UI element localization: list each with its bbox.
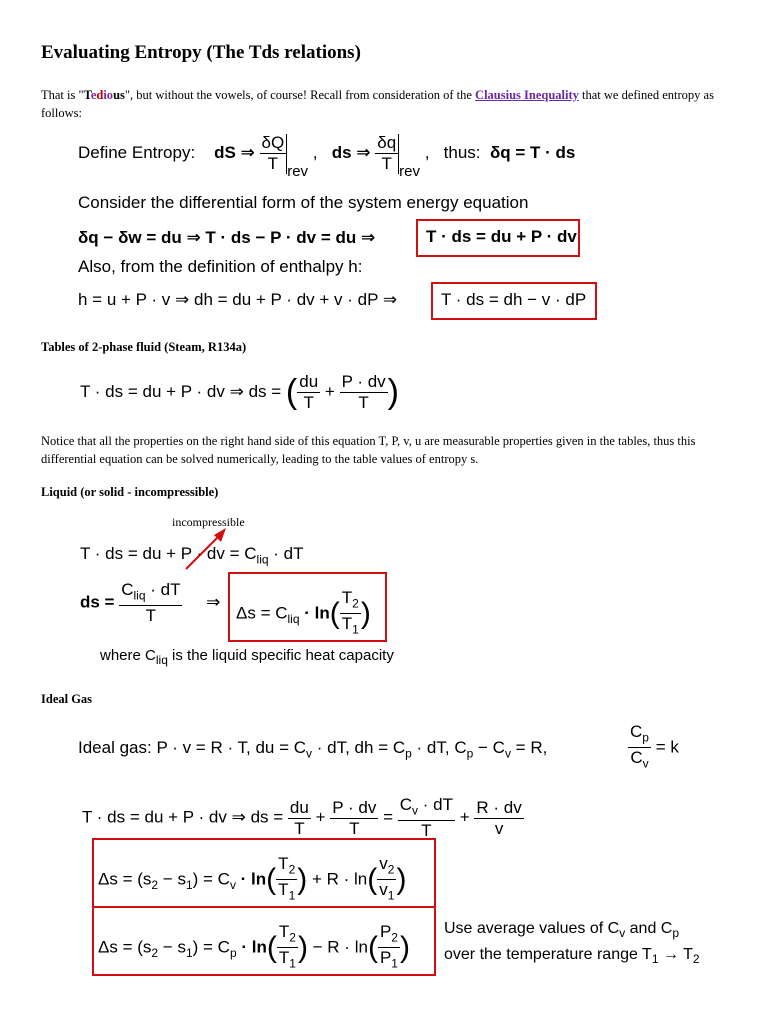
clausius-inequality-link[interactable]: Clausius Inequality <box>475 88 579 102</box>
tedious-letter: io <box>103 88 114 102</box>
equation-energy: δq − δw = du ⇒ T · ds − P · dv = du ⇒ <box>78 228 376 247</box>
boxed-ideal-gas-cv: $\Delta s = (s_2 - s_1) = C_v \cdot \ln$( $\frac{T_2}{T_1}$ ) + R · ln( $\frac{v_2}{v_1}$ ) <box>92 838 436 908</box>
page-title: Evaluating Entropy (The Tds relations) <box>41 42 361 63</box>
notice-paragraph: Notice that all the properties on the right hand side of this equation T, P, v, u are measurable properties given in the tables, thus this differential equation can be solved numerically, leading to the table values of entropy s. <box>41 434 696 466</box>
average-values-note-line2: over the temperature range $T_1 \to T_2$ <box>444 946 700 967</box>
boxed-enthalpy-result: T · ds = dh − v · dP <box>431 282 597 320</box>
incompressible-annotation: incompressible <box>172 515 245 529</box>
k-ratio: $\frac{C_p}{C_v}$ = k <box>630 722 679 771</box>
average-values-note-line1: Use average values of $C_v$ and $C_p$ <box>444 920 680 941</box>
tedious-letter: T <box>83 88 91 102</box>
also-text: Also, from the definition of enthalpy h: <box>78 257 363 276</box>
tedious-letter: d <box>96 88 104 102</box>
boxed-energy-result: T · ds = du + P · dv <box>416 219 580 257</box>
intro-paragraph: That is "Tedious", but without the vowels, of course! Recall from consideration of the Clausius Inequality that we defined entropy as follows: <box>41 88 714 120</box>
boxed-ideal-gas-cp: $\Delta s = (s_2 - s_1) = C_p \cdot \ln$( $\frac{T_2}{T_1}$ ) − R · ln( $\frac{P_2}{P_1}$ ) <box>92 906 436 976</box>
section-heading-liquid: Liquid (or solid - incompressible) <box>41 485 219 499</box>
liquid-where-text: where $C_{liq}$ is the liquid specific heat capacity <box>100 647 394 667</box>
consider-text: Consider the differential form of the system energy equation <box>78 193 529 212</box>
section-heading-ideal-gas: Ideal Gas <box>41 692 93 706</box>
equation-tables: T · ds = du + P · dv ⇒ ds = ( $\frac{du}{T}$ + $\frac{P \cdot dv}{T}$ ) <box>80 372 399 412</box>
boxed-liquid-result: $\Delta s = C_{liq} \cdot \ln$( $\frac{T_2}{T_1}$ ) <box>228 572 387 642</box>
section-heading-tables: Tables of 2-phase fluid (Steam, R134a) <box>41 340 247 354</box>
equation-liquid-2: ds = $\frac{C_{liq} \cdot dT}{T}$ ⇒ <box>80 580 221 626</box>
equation-define-entropy: Define Entropy: dS ⇒ $\frac{\delta Q}{T}$ $_{rev}$ , ds ⇒ $\frac{\delta q}{T}$ $_{rev}$ , thus: δq = T · ds <box>78 133 576 180</box>
equation-ideal-gas-definitions: Ideal gas: P · v = R · T, du = $C_v$ · dT, dh = $C_p$ · dT, $C_p - C_v = R$, <box>78 738 548 761</box>
tedious-letter: us <box>113 88 125 102</box>
equation-enthalpy: h = u + P · v ⇒ dh = du + P · dv + v · dP ⇒ <box>78 290 398 309</box>
equation-ideal-gas-ds: T · ds = du + P · dv ⇒ ds = $\frac{du}{T}$ + $\frac{P \cdot dv}{T}$ = $\frac{C_v \cdot dT}{T}$ + $\frac{R \cdot dv}{v}$ <box>82 795 522 841</box>
equation-liquid-1: T · ds = du + P · dv = $C_{liq}$ · dT <box>80 544 304 567</box>
tedious-letter: e <box>90 88 97 102</box>
